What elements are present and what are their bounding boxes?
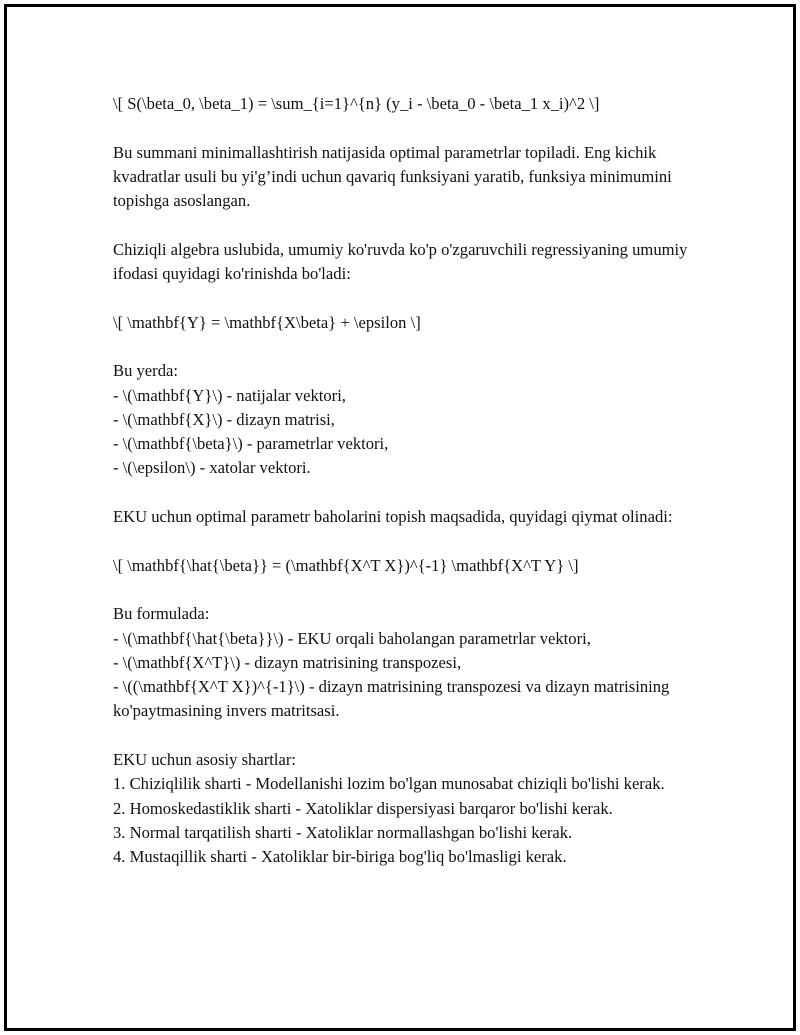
formula-item-xt: - \(\mathbf{X^T}\) - dizayn matrisining transpozesi, [113, 652, 462, 672]
condition-normality: 3. Normal tarqatilish sharti - Xatoliklar normallashgan bo'lishi kerak. [113, 822, 573, 842]
formula-sum-of-squares: \[ S(\beta_0, \beta_1) = \sum_{i=1}^{n} (y_i - \beta_0 - \beta_1 x_i)^2 \] [113, 94, 600, 113]
formula-item-beta-hat: - \(\mathbf{\hat{\beta}}\) - EKU orqali baholangan parametrlar vektori, [113, 628, 591, 648]
conditions-heading: EKU uchun asosiy shartlar: [113, 750, 296, 770]
condition-linearity: 1. Chiziqlilik sharti - Modellanishi lozim bo'lgan munosabat chiziqli bo'lishi kerak. [113, 774, 665, 794]
condition-homoskedasticity: 2. Homoskedastiklik sharti - Xatoliklar dispersiyasi barqaror bo'lishi kerak. [113, 798, 613, 818]
document-body [113, 92, 693, 894]
where-item-x: - \(\mathbf{X}\) - dizayn matrisi, [113, 409, 335, 429]
condition-independence: 4. Mustaqillik sharti - Xatoliklar bir-biriga bog'liq bo'lmasligi kerak. [113, 847, 567, 867]
paragraph-minimization: Bu summani minimallashtirish natijasida optimal parametrlar topiladi. Eng kichik kvadratlar usuli bu yi'g’indi uchun qavariq funksiyani yaratib, funksiya minimumini topishga asoslangan. [113, 142, 676, 211]
conditions-block [113, 748, 693, 869]
where-heading: Bu yerda: [113, 361, 178, 381]
paragraph-estimate: EKU uchun optimal parametr baholarini topish maqsadida, quyidagi qiymat olinadi: [113, 507, 673, 527]
formula-matrix-model: \[ \mathbf{Y} = \mathbf{X\beta} + \epsilon \] [113, 312, 421, 332]
formula-item-inverse: - \((\mathbf{X^T X})^{-1}\) - dizayn matrisining transpozesi va dizayn matrisining ko'paytmasining invers matritsasi. [113, 677, 674, 721]
where-item-epsilon: - \(\epsilon\) - xatolar vektori. [113, 458, 311, 478]
where-block [113, 359, 693, 480]
where-item-beta: - \(\mathbf{\beta}\) - parametrlar vektori, [113, 434, 389, 454]
formula-beta-hat: \[ \mathbf{\hat{\beta}} = (\mathbf{X^T X})^{-1} \mathbf{X^T Y} \] [113, 555, 579, 575]
where-item-y: - \(\mathbf{Y}\) - natijalar vektori, [113, 385, 346, 405]
formula-explanation-block [113, 602, 693, 723]
paragraph-matrix-form: Chiziqli algebra uslubida, umumiy ko'ruvda ko'p o'zgaruvchili regressiyaning umumiy ifodasi quyidagi ko'rinishda bo'ladi: [113, 239, 692, 284]
formula-heading: Bu formulada: [113, 604, 210, 624]
